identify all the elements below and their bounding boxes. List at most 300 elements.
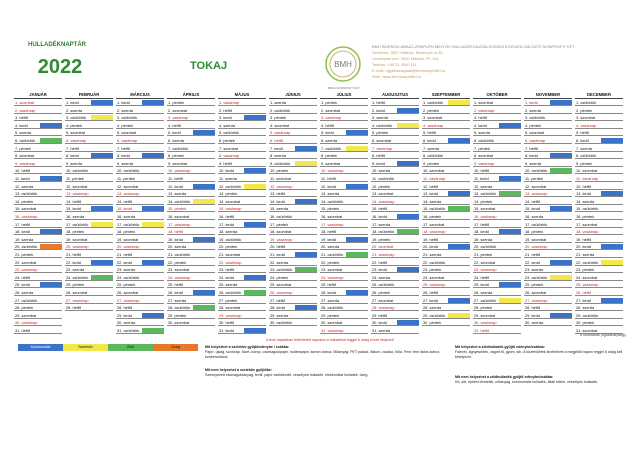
calendar-kicker: HULLADÉKNAPTÁR bbox=[28, 42, 86, 48]
day-label: 26. szombat bbox=[66, 290, 88, 295]
day-cell bbox=[320, 297, 368, 304]
day-cell bbox=[320, 243, 368, 250]
day-cell bbox=[371, 236, 419, 243]
day-cell bbox=[422, 183, 470, 190]
company-address: Székhely: 3527 Miskolc, Besenyői út 26. bbox=[372, 50, 444, 55]
day-cell bbox=[422, 190, 470, 197]
day-cell bbox=[473, 129, 521, 136]
day-cell bbox=[14, 152, 62, 159]
day-label: 17. csütörtök bbox=[117, 221, 140, 227]
collection-marker-kommunalis bbox=[295, 146, 317, 151]
day-cell bbox=[575, 137, 623, 144]
day-label: 15. szombat bbox=[15, 206, 37, 212]
day-cell bbox=[575, 289, 623, 296]
day-label: 10. hétfő bbox=[474, 168, 490, 174]
day-label: 5. péntek bbox=[372, 130, 389, 136]
day-label: 23. szombat bbox=[321, 267, 343, 273]
day-cell bbox=[116, 175, 164, 182]
day-label: 10. szombat bbox=[423, 168, 445, 174]
day-cell bbox=[218, 221, 266, 228]
day-label: 9. kedd bbox=[372, 160, 385, 166]
day-cell bbox=[14, 319, 62, 326]
day-label: 30. kedd bbox=[372, 320, 387, 326]
month-name: JÚLIUS bbox=[320, 92, 368, 99]
collection-marker-kommunalis bbox=[499, 282, 521, 287]
day-label: 2. szerda bbox=[66, 107, 83, 113]
day-cell bbox=[14, 221, 62, 228]
day-label: 15. péntek bbox=[321, 206, 340, 212]
day-cell bbox=[14, 243, 62, 250]
day-cell bbox=[320, 167, 368, 174]
day-cell bbox=[320, 304, 368, 311]
day-label: 13. vasárnap bbox=[525, 191, 548, 197]
day-label: 14. hétfő bbox=[117, 198, 133, 204]
day-cell bbox=[524, 122, 572, 129]
collection-marker-kommunalis bbox=[397, 161, 419, 166]
day-cell bbox=[14, 236, 62, 243]
day-label: 7. csütörtök bbox=[168, 145, 189, 151]
day-label: 31. kedd bbox=[219, 328, 234, 333]
day-label: 16. szombat bbox=[168, 214, 190, 219]
day-label: 15. péntek bbox=[168, 206, 187, 212]
day-cell bbox=[371, 107, 419, 114]
day-cell bbox=[371, 190, 419, 197]
day-label: 25. péntek bbox=[66, 282, 85, 288]
day-cell bbox=[320, 236, 368, 243]
day-label: 8. szerda bbox=[270, 153, 287, 159]
day-cell bbox=[473, 319, 521, 326]
city-name: TOKAJ bbox=[190, 60, 228, 72]
collection-marker-kommunalis bbox=[397, 108, 419, 113]
day-cell bbox=[116, 183, 164, 190]
day-cell bbox=[320, 175, 368, 182]
day-label: 29. vasárnap bbox=[219, 312, 242, 318]
collection-marker-kommunalis bbox=[346, 290, 368, 295]
day-cell bbox=[371, 175, 419, 182]
day-label: 29. kedd bbox=[525, 312, 540, 318]
day-cell bbox=[320, 145, 368, 152]
day-label: 10. szerda bbox=[372, 168, 391, 174]
day-cell bbox=[371, 251, 419, 258]
day-cell bbox=[422, 259, 470, 266]
day-cell bbox=[473, 236, 521, 243]
day-label: 22. péntek bbox=[321, 259, 340, 265]
company-web: Web: www.bmhnonprofit.hu bbox=[372, 74, 421, 79]
day-label: 1. szombat bbox=[15, 100, 35, 105]
day-label: 3. csütörtök bbox=[117, 115, 138, 121]
day-label: 2. szombat bbox=[168, 107, 188, 113]
collection-marker-kommunalis bbox=[40, 229, 62, 234]
day-label: 23. szerda bbox=[117, 267, 136, 273]
day-cell bbox=[524, 251, 572, 258]
day-cell bbox=[422, 160, 470, 167]
day-cell bbox=[218, 213, 266, 220]
day-label: 14. vasárnap bbox=[372, 198, 395, 204]
day-cell bbox=[65, 266, 113, 273]
day-label: 12. hétfő bbox=[423, 183, 439, 189]
day-cell bbox=[167, 183, 215, 190]
day-cell bbox=[269, 243, 317, 250]
month-name: AUGUSZTUS bbox=[371, 92, 419, 99]
day-label: 2. vasárnap bbox=[474, 107, 495, 113]
day-cell bbox=[473, 213, 521, 220]
day-cell bbox=[320, 99, 368, 106]
day-cell bbox=[473, 304, 521, 311]
day-cell bbox=[422, 228, 470, 235]
day-cell bbox=[473, 107, 521, 114]
day-cell bbox=[167, 213, 215, 220]
day-cell bbox=[269, 297, 317, 304]
day-label: 19. kedd bbox=[321, 236, 336, 242]
day-cell bbox=[167, 198, 215, 205]
day-cell bbox=[65, 114, 113, 121]
day-label: 12. szombat bbox=[66, 183, 88, 189]
day-cell bbox=[575, 99, 623, 106]
day-cell bbox=[269, 266, 317, 273]
day-label: 5. hétfő bbox=[576, 130, 589, 136]
collection-marker-zold bbox=[397, 229, 419, 234]
day-cell bbox=[575, 129, 623, 136]
day-cell bbox=[422, 205, 470, 212]
day-label: 26. péntek bbox=[372, 290, 391, 295]
day-cell bbox=[218, 167, 266, 174]
collection-marker-kommunalis bbox=[346, 237, 368, 242]
day-label: 26. szombat bbox=[117, 290, 139, 295]
day-label: 4. hétfő bbox=[321, 122, 334, 128]
note-text: Szennyezett csomagolóanyag, textil, papír zsebkendő, veszélyes hulladék, elektronikai hulladék, üveg. bbox=[205, 373, 369, 377]
day-cell bbox=[422, 251, 470, 258]
day-label: 18. vasárnap bbox=[576, 229, 599, 235]
day-cell bbox=[524, 228, 572, 235]
day-label: 1. szerda bbox=[270, 100, 287, 105]
day-label: 13. csütörtök bbox=[474, 191, 497, 197]
day-cell bbox=[320, 266, 368, 273]
day-label: 19. hétfő bbox=[423, 236, 439, 242]
day-label: 10. csütörtök bbox=[525, 168, 548, 174]
day-label: 27. vasárnap bbox=[525, 297, 548, 303]
collection-marker-kommunalis bbox=[244, 168, 266, 173]
day-cell bbox=[473, 99, 521, 106]
day-cell bbox=[14, 183, 62, 190]
day-cell bbox=[524, 107, 572, 114]
day-label: 10. vasárnap bbox=[321, 168, 344, 174]
month-name: JANUÁR bbox=[14, 92, 62, 99]
collection-marker-kommunalis bbox=[91, 100, 113, 105]
day-label: 2. vasárnap bbox=[15, 107, 36, 113]
day-cell bbox=[371, 183, 419, 190]
note-text: Papír: újság, szórólap, füzet, könyv, csomagolópapír, hullámpapír, karton doboz. Műanyag: PET palack, flakon, zacskó, fólia. Fém: fém italos doboz, konzervdoboz. bbox=[205, 350, 441, 359]
day-label: 19. vasárnap bbox=[270, 236, 293, 242]
month-column bbox=[575, 92, 623, 335]
day-cell bbox=[575, 251, 623, 258]
day-label: 12. szombat bbox=[117, 183, 139, 189]
day-label: 27. péntek bbox=[219, 297, 238, 303]
day-cell bbox=[167, 145, 215, 152]
day-cell bbox=[269, 259, 317, 266]
day-cell bbox=[524, 281, 572, 288]
day-label: 7. péntek bbox=[474, 145, 491, 151]
company-email: E-mail: ugyfelszolgalat@bmhnonprofit.hu bbox=[372, 68, 445, 73]
day-label: 31. szombat bbox=[576, 328, 598, 333]
day-label: 1. csütörtök bbox=[423, 100, 444, 105]
day-label: 21. szerda bbox=[576, 252, 595, 257]
collection-marker-kommunalis bbox=[448, 244, 470, 249]
day-label: 22. vasárnap bbox=[219, 259, 242, 265]
collection-marker-szelektiv bbox=[448, 313, 470, 318]
day-label: 17. hétfő bbox=[15, 221, 31, 227]
day-label: 8. kedd bbox=[66, 153, 79, 159]
day-cell bbox=[575, 145, 623, 152]
day-label: 15. szombat bbox=[474, 206, 496, 212]
day-label: 22. péntek bbox=[168, 259, 187, 265]
day-label: 21. csütörtök bbox=[321, 252, 344, 257]
day-label: 18. péntek bbox=[117, 229, 136, 235]
day-cell bbox=[218, 304, 266, 311]
day-cell bbox=[116, 129, 164, 136]
day-label: 8. szombat bbox=[474, 153, 494, 159]
day-cell bbox=[218, 114, 266, 121]
day-label: 20. szerda bbox=[321, 244, 340, 250]
day-label: 12. vasárnap bbox=[270, 183, 293, 189]
day-cell bbox=[116, 160, 164, 167]
month-column bbox=[14, 92, 62, 335]
day-cell bbox=[167, 160, 215, 167]
day-cell bbox=[65, 228, 113, 235]
day-cell bbox=[167, 137, 215, 144]
day-label: 29. szombat bbox=[474, 312, 496, 318]
collection-marker-kommunalis bbox=[142, 260, 164, 265]
day-cell bbox=[65, 198, 113, 205]
day-cell bbox=[218, 228, 266, 235]
company-info bbox=[372, 44, 612, 80]
day-cell bbox=[524, 289, 572, 296]
day-label: 9. szombat bbox=[321, 160, 341, 166]
day-label: 17. hétfő bbox=[474, 221, 490, 227]
day-label: 24. péntek bbox=[270, 274, 289, 280]
day-cell bbox=[65, 251, 113, 258]
legend bbox=[18, 344, 198, 351]
month-name: MÁJUS bbox=[218, 92, 266, 99]
day-cell bbox=[167, 243, 215, 250]
day-label: 31. hétfő bbox=[474, 328, 490, 333]
day-label: 7. hétfő bbox=[525, 145, 538, 151]
note-title: Mit helyezhet a zöldhulladék gyűjtő edénybe/zsákba: bbox=[455, 345, 545, 349]
day-cell bbox=[14, 251, 62, 258]
collection-marker-kommunalis bbox=[550, 100, 572, 105]
day-label: 5. hétfő bbox=[423, 130, 436, 136]
day-label: 11. kedd bbox=[15, 176, 30, 181]
day-cell bbox=[269, 289, 317, 296]
day-label: 9. vasárnap bbox=[15, 160, 36, 166]
day-cell bbox=[14, 198, 62, 205]
day-label: 26. vasárnap bbox=[270, 290, 293, 295]
day-cell bbox=[269, 221, 317, 228]
day-label: 31. hétfő bbox=[15, 328, 31, 333]
day-label: 20. csütörtök bbox=[15, 244, 38, 250]
month-column bbox=[167, 92, 215, 335]
day-label: 1. péntek bbox=[321, 100, 338, 105]
day-label: 27. vasárnap bbox=[66, 297, 89, 303]
day-label: 3. vasárnap bbox=[321, 115, 342, 121]
month-name: OKTÓBER bbox=[473, 92, 521, 99]
day-label: 23. kedd bbox=[372, 267, 387, 273]
day-cell bbox=[269, 183, 317, 190]
day-label: 8. péntek bbox=[168, 153, 185, 159]
day-label: 12. kedd bbox=[321, 183, 336, 189]
day-cell bbox=[167, 221, 215, 228]
day-cell bbox=[116, 114, 164, 121]
day-cell bbox=[14, 289, 62, 296]
day-label: 2. szombat bbox=[321, 107, 341, 113]
month-name: FEBRUÁR bbox=[65, 92, 113, 99]
collection-marker-kommunalis bbox=[193, 130, 215, 135]
day-cell bbox=[524, 145, 572, 152]
day-cell bbox=[116, 319, 164, 326]
collection-marker-kommunalis bbox=[499, 123, 521, 128]
day-cell bbox=[371, 137, 419, 144]
day-cell bbox=[371, 99, 419, 106]
day-label: 11. szombat bbox=[270, 176, 291, 181]
day-label: 28. kedd bbox=[270, 305, 285, 311]
day-cell bbox=[116, 304, 164, 311]
day-cell bbox=[269, 137, 317, 144]
day-cell bbox=[473, 289, 521, 296]
day-cell bbox=[14, 160, 62, 167]
day-cell bbox=[269, 236, 317, 243]
day-cell bbox=[422, 99, 470, 106]
day-cell bbox=[167, 152, 215, 159]
day-cell bbox=[65, 167, 113, 174]
day-label: 10. csütörtök bbox=[117, 168, 140, 174]
day-cell bbox=[14, 175, 62, 182]
day-label: 5. kedd bbox=[168, 130, 181, 136]
day-label: 4. szerda bbox=[219, 122, 236, 128]
day-cell bbox=[167, 259, 215, 266]
day-label: 23. szerda bbox=[66, 267, 85, 273]
day-cell bbox=[269, 190, 317, 197]
day-label: 28. péntek bbox=[15, 305, 34, 311]
day-cell bbox=[371, 152, 419, 159]
day-label: 26. szombat bbox=[525, 290, 547, 295]
day-label: 16. szerda bbox=[66, 214, 85, 219]
day-cell bbox=[524, 266, 572, 273]
day-cell bbox=[575, 160, 623, 167]
day-label: 29. péntek bbox=[168, 312, 187, 318]
day-cell bbox=[269, 213, 317, 220]
day-label: 24. szombat bbox=[576, 274, 598, 280]
day-cell bbox=[320, 319, 368, 326]
day-cell bbox=[422, 221, 470, 228]
day-label: 6. vasárnap bbox=[525, 138, 546, 143]
day-cell bbox=[65, 145, 113, 152]
day-cell bbox=[116, 312, 164, 319]
day-cell bbox=[371, 327, 419, 334]
day-cell bbox=[116, 99, 164, 106]
day-cell bbox=[422, 122, 470, 129]
day-label: 27. vasárnap bbox=[117, 297, 140, 303]
day-cell bbox=[167, 175, 215, 182]
legend-szelektiv: Szelektív bbox=[63, 344, 108, 351]
day-label: 28. szerda bbox=[423, 305, 442, 311]
collection-marker-kommunalis bbox=[244, 328, 266, 333]
day-cell bbox=[116, 281, 164, 288]
day-label: 10. kedd bbox=[219, 168, 234, 174]
day-cell bbox=[371, 281, 419, 288]
day-label: 22. kedd bbox=[117, 259, 132, 265]
day-cell bbox=[167, 205, 215, 212]
logo-text: BMH bbox=[334, 60, 352, 69]
day-label: 5. szombat bbox=[66, 130, 86, 136]
day-cell bbox=[167, 304, 215, 311]
day-label: 19. szombat bbox=[525, 236, 547, 242]
day-cell bbox=[575, 304, 623, 311]
day-label: 20. szombat bbox=[372, 244, 394, 250]
day-label: 6. szerda bbox=[321, 138, 338, 143]
day-label: 17. vasárnap bbox=[168, 221, 191, 227]
day-label: 6. péntek bbox=[219, 138, 236, 143]
day-label: 29. péntek bbox=[321, 312, 340, 318]
day-cell bbox=[320, 107, 368, 114]
collection-marker-kommunalis bbox=[40, 282, 62, 287]
day-label: 25. kedd bbox=[15, 282, 30, 288]
day-label: 2. péntek bbox=[423, 107, 440, 113]
day-cell bbox=[14, 114, 62, 121]
day-cell bbox=[65, 259, 113, 266]
day-label: 24. csütörtök bbox=[117, 274, 140, 280]
day-label: 21. hétfő bbox=[525, 252, 541, 257]
collection-marker-szelektiv bbox=[601, 260, 623, 265]
day-label: 25. péntek bbox=[525, 282, 544, 288]
note-text: Kő, sitt, építési törmelék, műanyag, kommunális hulladék, állati tetem, veszélyes hulladék. bbox=[455, 380, 599, 384]
day-label: 21. péntek bbox=[474, 252, 493, 257]
day-cell bbox=[269, 167, 317, 174]
day-label: 16. szerda bbox=[117, 214, 136, 219]
day-label: 24. csütörtök bbox=[525, 274, 548, 280]
day-cell bbox=[167, 122, 215, 129]
collection-marker-kommunalis bbox=[601, 138, 623, 143]
day-cell bbox=[167, 236, 215, 243]
day-label: 30. szerda bbox=[117, 320, 136, 326]
day-cell bbox=[14, 266, 62, 273]
day-label: 27. csütörtök bbox=[15, 297, 38, 303]
month-column bbox=[422, 92, 470, 335]
day-label: 5. csütörtök bbox=[219, 130, 240, 136]
day-label: 2. hétfő bbox=[219, 107, 232, 113]
day-label: 1. hétfő bbox=[372, 100, 385, 105]
day-cell bbox=[575, 228, 623, 235]
day-label: 2. péntek bbox=[576, 107, 593, 113]
day-label: 3. kedd bbox=[219, 115, 232, 121]
day-cell bbox=[320, 213, 368, 220]
day-label: 21. szombat bbox=[219, 252, 241, 257]
day-cell bbox=[269, 152, 317, 159]
day-cell bbox=[218, 145, 266, 152]
collection-marker-kommunalis bbox=[601, 244, 623, 249]
day-label: 17. csütörtök bbox=[66, 221, 89, 227]
day-label: 29. szombat bbox=[15, 312, 37, 318]
day-cell bbox=[422, 167, 470, 174]
day-cell bbox=[167, 266, 215, 273]
day-label: 4. péntek bbox=[66, 122, 83, 128]
day-label: 19. szombat bbox=[117, 236, 139, 242]
day-label: 4. csütörtök bbox=[372, 122, 393, 128]
day-cell bbox=[473, 183, 521, 190]
collection-marker-kommunalis bbox=[448, 191, 470, 196]
day-label: 6. hétfő bbox=[270, 138, 283, 143]
collection-marker-zold bbox=[346, 252, 368, 257]
day-label: 17. szombat bbox=[576, 221, 598, 227]
month-name: NOVEMBER bbox=[524, 92, 572, 99]
